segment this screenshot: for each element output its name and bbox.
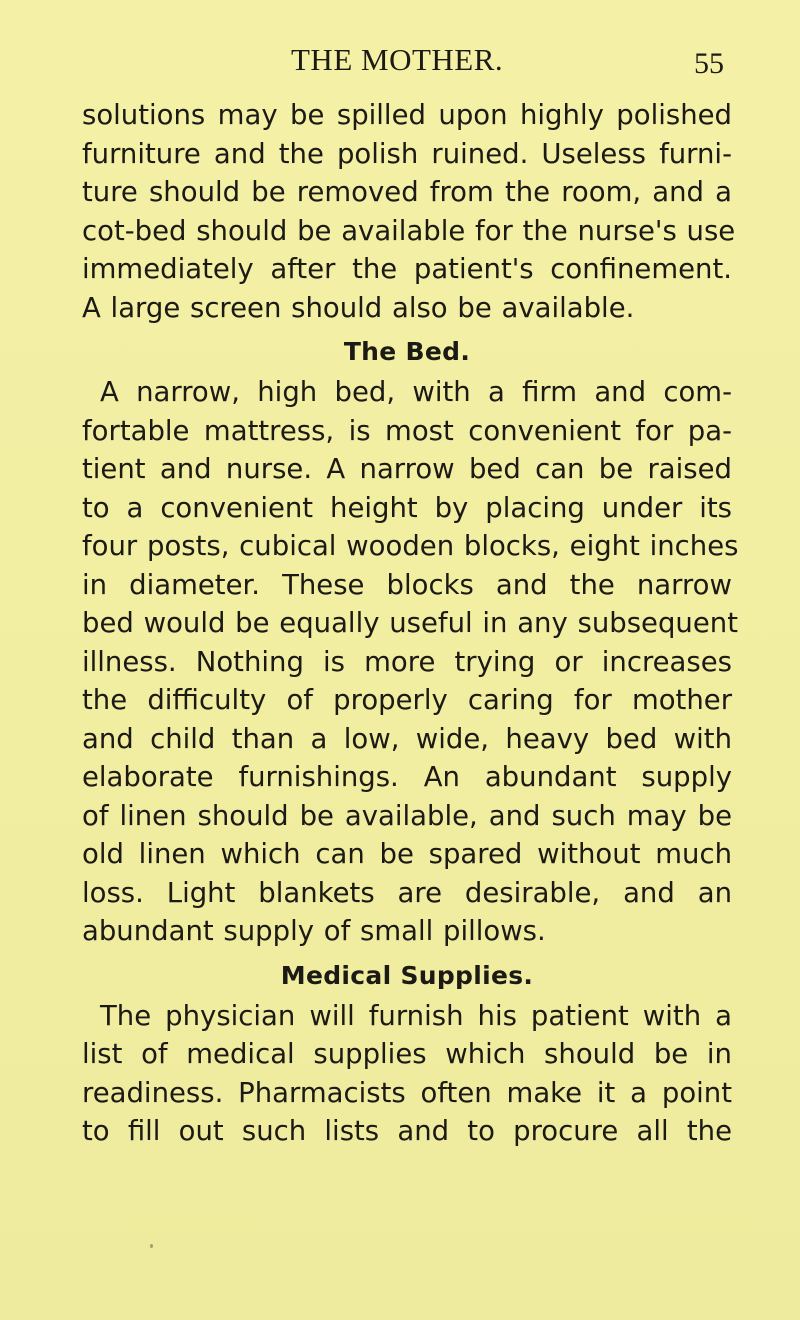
text-line: fortable mattress, is most convenient for pa- xyxy=(82,414,732,447)
text-line: the difficulty of properly caring for mother xyxy=(82,684,732,716)
text-line: illness. Nothing is more trying or increases xyxy=(82,645,732,678)
body-text xyxy=(82,96,739,1151)
text-line: list of medical supplies which should be in xyxy=(82,1038,732,1070)
section-the-bed xyxy=(82,327,739,951)
text-line: to a convenient height by placing under its xyxy=(82,491,732,524)
text-line: A narrow, high bed, with a firm and com- xyxy=(100,376,732,408)
text-line: to fill out such lists and to procure all the xyxy=(82,1115,732,1147)
text-line: readiness. Pharmacists often make it a point xyxy=(82,1076,732,1109)
text-line: loss. Light blankets are desirable, and an xyxy=(82,876,732,909)
text-line: furniture and the polish ruined. Useless furni- xyxy=(82,137,732,170)
text-line: The physician will furnish his patient with a xyxy=(100,999,732,1032)
text-line: tient and nurse. A narrow bed can be raised xyxy=(82,453,732,485)
paragraph-intro xyxy=(82,96,736,327)
text-line: of linen should be available, and such may be xyxy=(82,799,732,832)
text-line: immediately after the patient's confinement. xyxy=(82,253,732,285)
section-medical-supplies xyxy=(82,951,732,1151)
text-line: elaborate furnishings. An abundant supply xyxy=(82,761,732,793)
page-number: 55 xyxy=(694,47,724,80)
text-line: cot-bed should be available for the nurse's use xyxy=(82,214,736,247)
running-head xyxy=(0,40,800,80)
section-heading: The Bed. xyxy=(343,337,471,366)
section-heading: Medical Supplies. xyxy=(280,960,534,990)
text-line: old linen which can be spared without much xyxy=(82,838,732,870)
running-title: THE MOTHER. xyxy=(291,42,504,77)
text-line: in diameter. These blocks and the narrow xyxy=(82,568,732,601)
text-line: bed would be equally useful in any subsequent xyxy=(82,607,738,639)
text-line: A large screen should also be available. xyxy=(82,291,635,324)
text-line: solutions may be spilled upon highly polished xyxy=(82,99,732,131)
text-line: ture should be removed from the room, and a xyxy=(82,176,732,208)
text-line: four posts, cubical wooden blocks, eight inches xyxy=(82,530,739,562)
text-line: and child than a low, wide, heavy bed with xyxy=(82,722,732,755)
text-line: abundant supply of small pillows. xyxy=(82,915,546,947)
paper-speck xyxy=(150,1244,153,1248)
